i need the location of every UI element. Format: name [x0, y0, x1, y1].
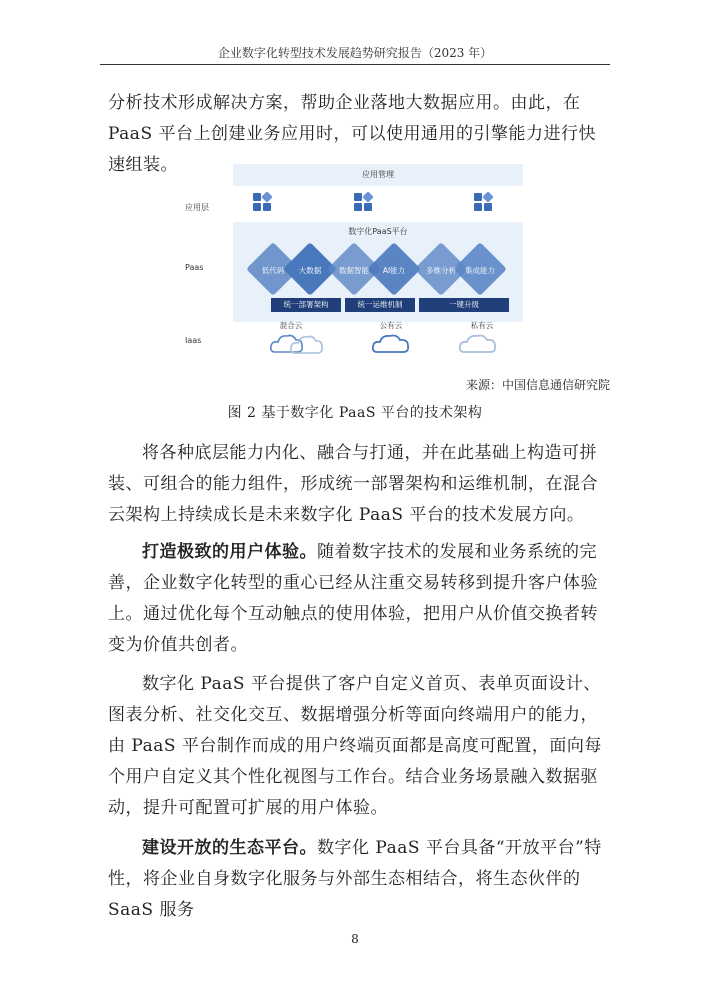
paragraph-1: 分析技术形成解决方案，帮助企业落地大数据应用。由此，在 PaaS 平台上创建业务应用时，可以使用通用的引擎能力进行快速组装。: [108, 93, 596, 175]
hybrid-cloud-icon: [269, 330, 327, 356]
paas-band-title: 数字化PaaS平台: [348, 227, 408, 236]
paragraph-4: 数字化 PaaS 平台提供了客户自定义首页、表单页面设计、图表分析、社交化交互、数据增强分析等面向终端用户的能力，由 PaaS 平台制作而成的用户终端页面都是高度可配置，面向每个用户自定义其个性化视图与工作台。结合业务场景融入数据驱动，提升可配置可扩展的用户体验。: [108, 674, 602, 818]
cloud-label: 公有云: [379, 321, 403, 330]
capability-label: 多维分析: [426, 266, 456, 275]
paragraph-2: 将各种底层能力内化、融合与打通，并在此基础上构造可拼装、可组合的能力组件，形成统一部署架构和运维机制，在混合云架构上持续成长是未来数字化 PaaS 平台的技术发展方向。: [108, 443, 598, 525]
figure-source: 来源：中国信息通信研究院: [465, 378, 610, 392]
paragraph-3: [108, 537, 608, 661]
app-grid-icon: [353, 192, 373, 212]
public-cloud-icon: [370, 330, 416, 356]
app-management-label: 应用管理: [362, 170, 394, 179]
layer-label-app: 应用层: [185, 203, 209, 212]
capability-label: 数据智能: [339, 266, 369, 275]
architecture-figure: [185, 160, 625, 360]
cloud-label: 混合云: [279, 321, 303, 330]
capability-label: 低代码: [261, 266, 285, 275]
app-grid-icon: [473, 192, 493, 212]
paragraph-5: [108, 833, 608, 926]
header-rule: [100, 64, 610, 65]
mechanism-bar: 一键升级: [419, 298, 509, 312]
app-grid-icon: [252, 192, 272, 212]
paragraph-3-body: 随着数字技术的发展和业务系统的完善，企业数字化转型的重心已经从注重交易转移到提升客户体验上。通过优化每个互动触点的使用体验，把用户从价值交换者转变为价值共创者。: [108, 542, 598, 655]
capability-label: 大数据: [298, 266, 322, 275]
paragraph-3-heading: 打造极致的用户体验。: [142, 542, 317, 562]
capability-label: AI能力: [382, 266, 406, 275]
running-header: 企业数字化转型技术发展趋势研究报告（2023 年）: [217, 46, 493, 60]
mechanism-bar: 统一运维机制: [345, 298, 415, 312]
page-number: 8: [351, 932, 359, 946]
layer-label-iaas: Iaas: [185, 336, 202, 345]
private-cloud-icon: [457, 330, 503, 356]
paragraph-5-heading: 建设开放的生态平台。: [142, 838, 317, 858]
layer-label-paas: Paas: [185, 263, 204, 272]
paragraph-5-body: 数字化 PaaS 平台具备“开放平台”特性，将企业自身数字化服务与外部生态相结合，将生态伙伴的 SaaS 服务: [108, 838, 602, 920]
figure-caption: 图 2 基于数字化 PaaS 平台的技术架构: [227, 405, 483, 421]
mechanism-bar: 统一部署架构: [271, 298, 341, 312]
cloud-label: 私有云: [470, 321, 494, 330]
app-management-band: [233, 164, 523, 186]
capability-label: 集成能力: [465, 266, 495, 275]
